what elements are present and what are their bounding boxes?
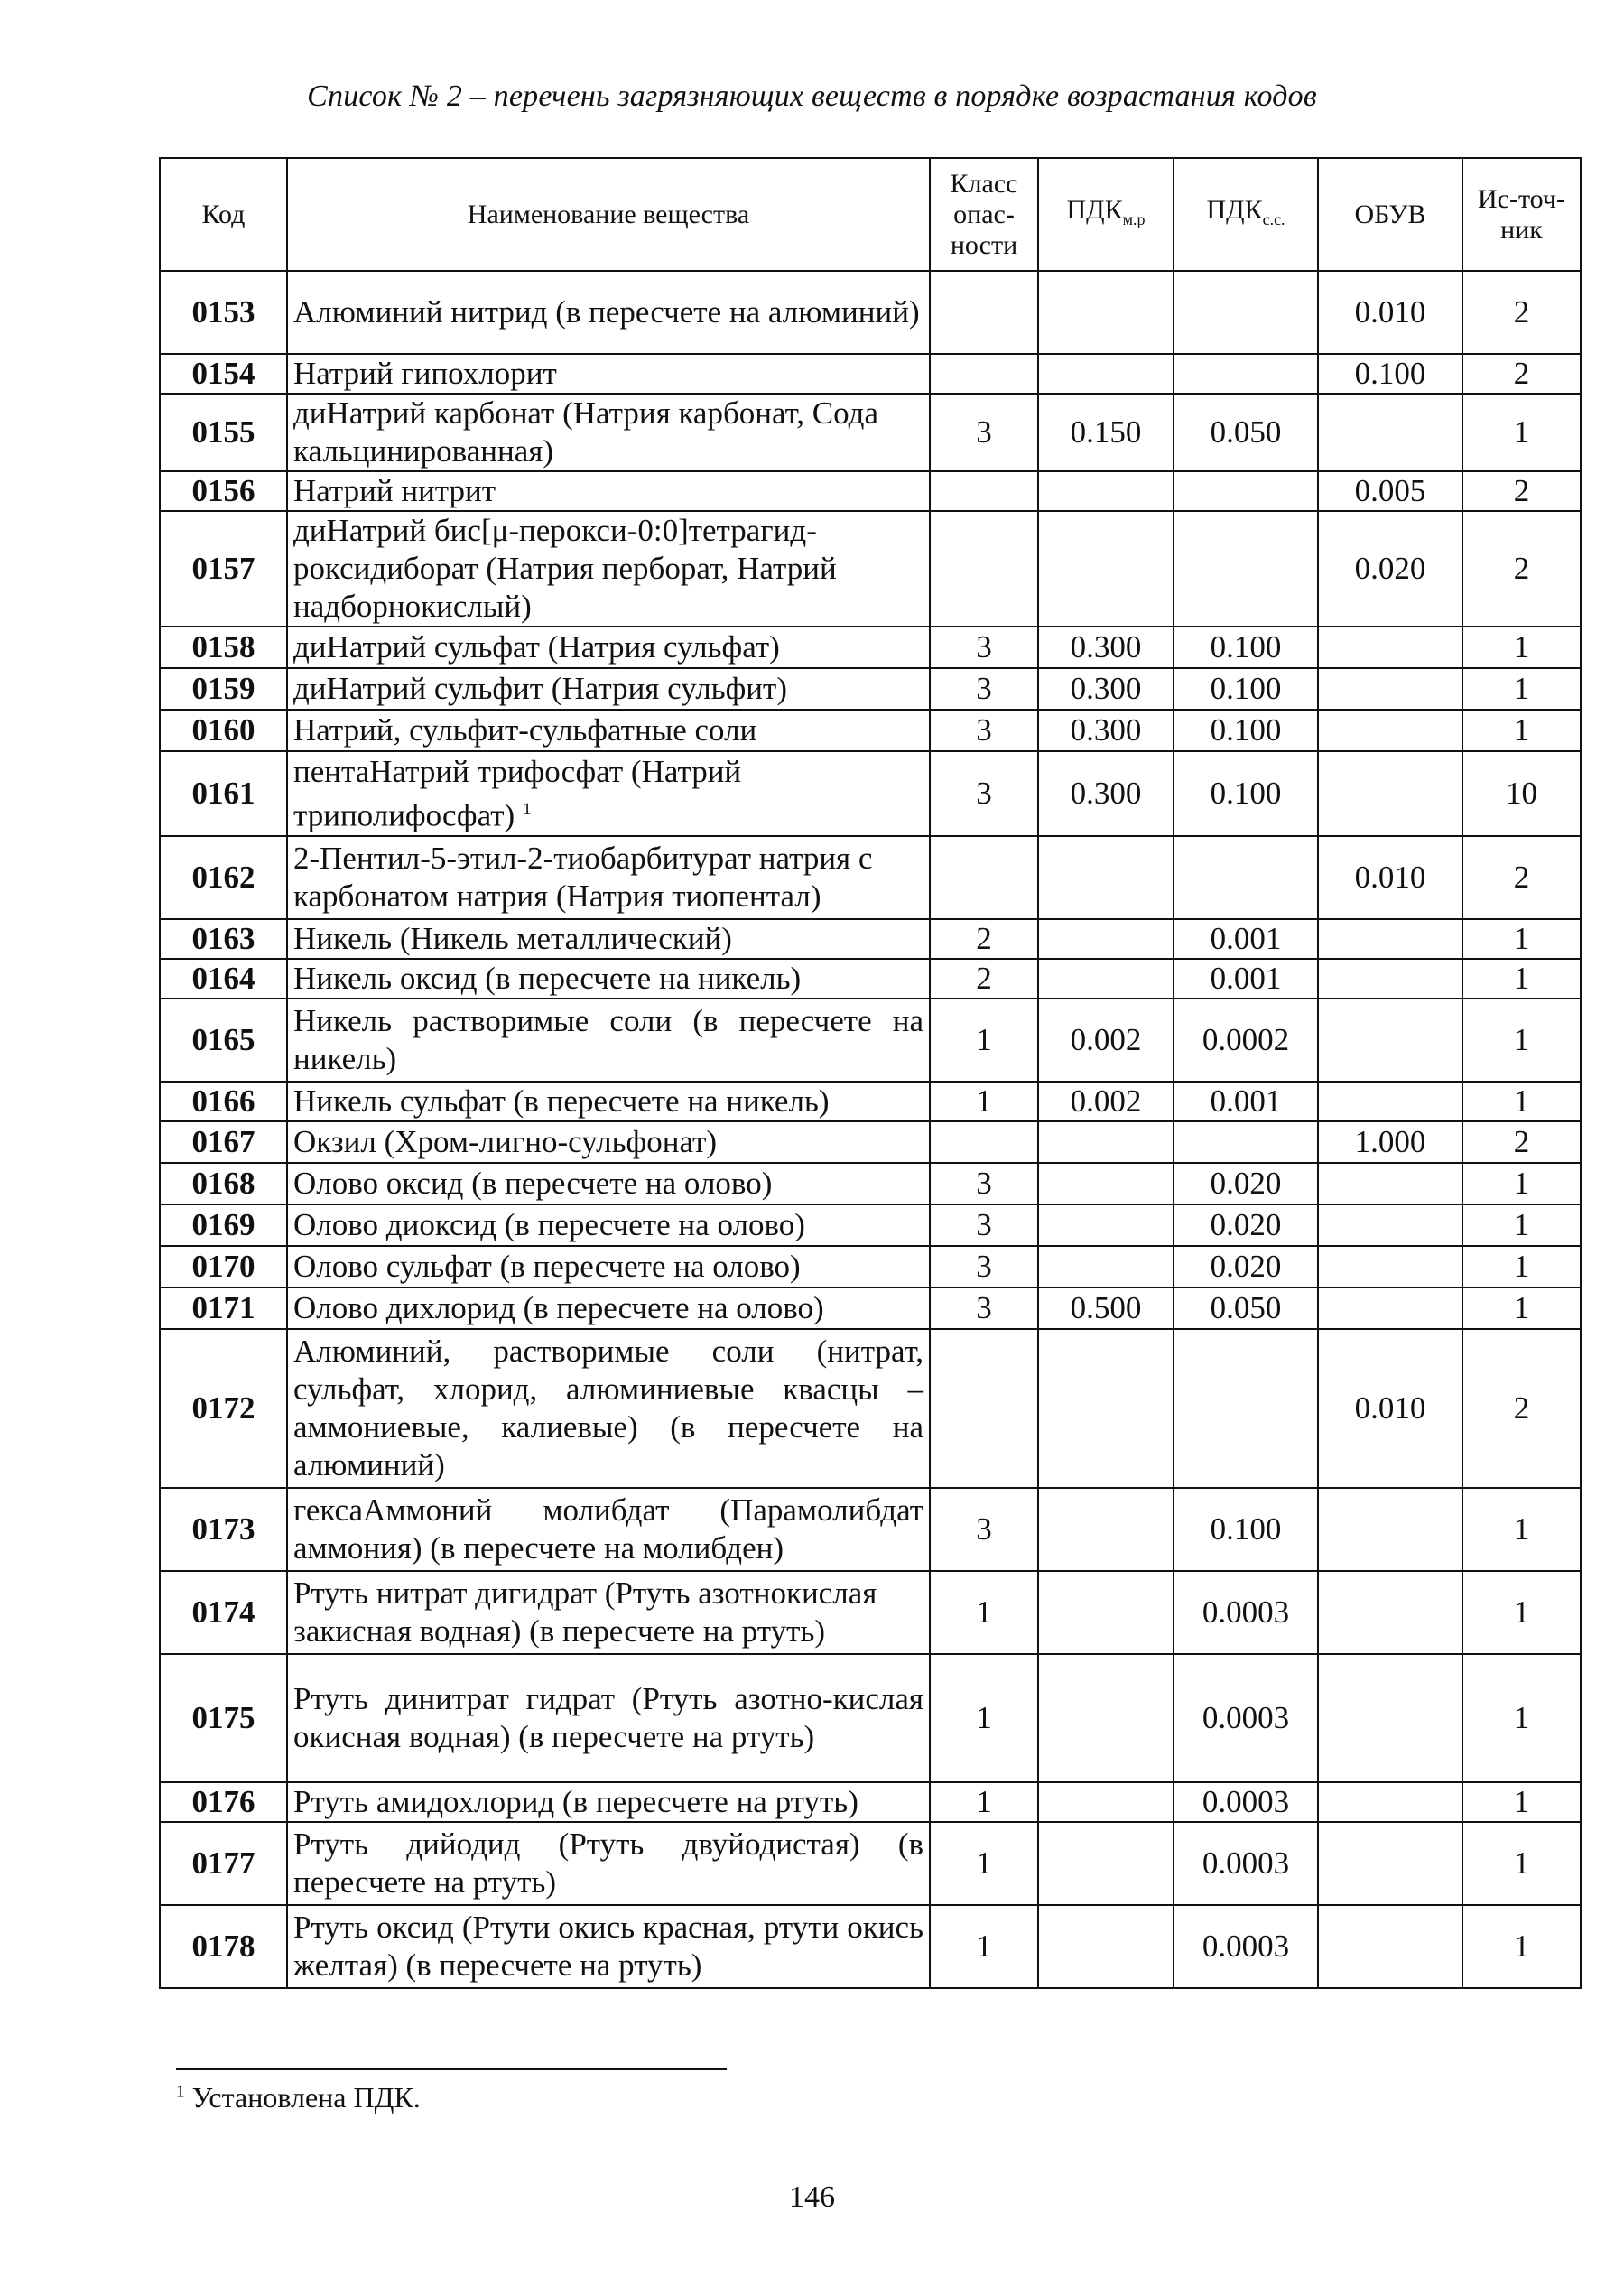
header-pdk-ss-base: ПДК <box>1206 194 1263 225</box>
footnote-text: Установлена ПДК. <box>191 2081 421 2114</box>
cell-name-text: Натрий гипохлорит <box>293 356 557 391</box>
cell-obuv: 0.020 <box>1318 511 1462 627</box>
cell-name-text: 2-Пентил-5-этил-2-тиобарбитурат натрия с карбонатом натрия (Натрия тиопентал) <box>293 841 873 914</box>
cell-code: 0172 <box>160 1329 287 1488</box>
cell-name <box>287 1488 930 1571</box>
cell-pdk-ss: 0.020 <box>1174 1163 1318 1204</box>
cell-name <box>287 1654 930 1782</box>
cell-code: 0170 <box>160 1246 287 1287</box>
cell-hazard-class: 3 <box>930 1488 1038 1571</box>
cell-name <box>287 668 930 710</box>
cell-source: 1 <box>1462 1082 1581 1121</box>
header-pdk-ss <box>1174 158 1318 271</box>
footnote <box>176 2081 421 2114</box>
page-number: 146 <box>789 2180 835 2214</box>
cell-hazard-class <box>930 1329 1038 1488</box>
cell-name-text: Окзил (Хром-лигно-сульфонат) <box>293 1124 718 1159</box>
cell-code: 0164 <box>160 959 287 999</box>
cell-obuv: 1.000 <box>1318 1121 1462 1163</box>
table-row <box>160 1905 1581 1988</box>
cell-name <box>287 1204 930 1246</box>
cell-obuv <box>1318 627 1462 668</box>
cell-pdk-ss: 0.0003 <box>1174 1822 1318 1905</box>
cell-code: 0159 <box>160 668 287 710</box>
cell-pdk-ss <box>1174 1121 1318 1163</box>
cell-pdk-ss: 0.100 <box>1174 1488 1318 1571</box>
table-row <box>160 1782 1581 1822</box>
cell-hazard-class: 1 <box>930 1082 1038 1121</box>
table-row <box>160 668 1581 710</box>
cell-pdk-mr <box>1038 1571 1174 1654</box>
cell-name <box>287 471 930 511</box>
header-pdk-mr-sub: м.р <box>1122 209 1146 228</box>
cell-pdk-mr <box>1038 919 1174 959</box>
cell-pdk-mr <box>1038 511 1174 627</box>
cell-pdk-mr <box>1038 1163 1174 1204</box>
cell-obuv <box>1318 1905 1462 1988</box>
cell-pdk-ss: 0.050 <box>1174 1287 1318 1329</box>
cell-hazard-class <box>930 511 1038 627</box>
cell-code: 0165 <box>160 999 287 1082</box>
cell-code: 0178 <box>160 1905 287 1988</box>
cell-source: 1 <box>1462 627 1581 668</box>
cell-obuv <box>1318 668 1462 710</box>
cell-name-text: Ртуть амидохлорид (в пересчете на ртуть) <box>293 1784 858 1819</box>
cell-pdk-mr <box>1038 1246 1174 1287</box>
cell-pdk-ss: 0.0003 <box>1174 1654 1318 1782</box>
cell-source: 1 <box>1462 1488 1581 1571</box>
cell-name-text: диНатрий сульфит (Натрия сульфит) <box>293 671 787 706</box>
cell-obuv: 0.010 <box>1318 836 1462 919</box>
cell-pdk-ss: 0.001 <box>1174 959 1318 999</box>
cell-source: 1 <box>1462 710 1581 751</box>
cell-pdk-ss: 0.020 <box>1174 1246 1318 1287</box>
cell-name-text: Алюминий, растворимые соли (нитрат, сульфат, хлорид, алюминиевые квасцы – аммониевые, калиевые) (в пересчете на алюминий) <box>293 1334 923 1482</box>
table-header-row <box>160 158 1581 271</box>
table-row <box>160 394 1581 471</box>
table-row <box>160 959 1581 999</box>
cell-name <box>287 1082 930 1121</box>
table-row <box>160 1488 1581 1571</box>
cell-code: 0161 <box>160 751 287 836</box>
cell-pdk-mr <box>1038 471 1174 511</box>
header-pdk-ss-sub: с.с. <box>1262 209 1285 228</box>
table-row <box>160 1571 1581 1654</box>
cell-pdk-mr: 0.150 <box>1038 394 1174 471</box>
cell-name <box>287 710 930 751</box>
cell-code: 0153 <box>160 271 287 354</box>
cell-name <box>287 959 930 999</box>
cell-source: 1 <box>1462 668 1581 710</box>
cell-source: 2 <box>1462 1121 1581 1163</box>
cell-pdk-ss <box>1174 271 1318 354</box>
cell-pdk-mr <box>1038 1488 1174 1571</box>
cell-code: 0174 <box>160 1571 287 1654</box>
cell-source: 10 <box>1462 751 1581 836</box>
cell-code: 0167 <box>160 1121 287 1163</box>
cell-source: 1 <box>1462 1246 1581 1287</box>
cell-obuv <box>1318 1488 1462 1571</box>
table-row <box>160 354 1581 394</box>
cell-code: 0171 <box>160 1287 287 1329</box>
table-row <box>160 1082 1581 1121</box>
cell-pdk-mr <box>1038 1905 1174 1988</box>
cell-name-text: Никель (Никель металлический) <box>293 921 732 956</box>
cell-source: 2 <box>1462 836 1581 919</box>
cell-source: 2 <box>1462 354 1581 394</box>
cell-code: 0156 <box>160 471 287 511</box>
cell-hazard-class <box>930 471 1038 511</box>
cell-pdk-ss: 0.001 <box>1174 1082 1318 1121</box>
cell-hazard-class: 1 <box>930 1654 1038 1782</box>
cell-name <box>287 1571 930 1654</box>
cell-source: 1 <box>1462 1287 1581 1329</box>
table-body <box>160 271 1581 1988</box>
cell-pdk-mr: 0.500 <box>1038 1287 1174 1329</box>
cell-obuv: 0.100 <box>1318 354 1462 394</box>
cell-code: 0160 <box>160 710 287 751</box>
cell-hazard-class: 3 <box>930 1163 1038 1204</box>
cell-hazard-class <box>930 271 1038 354</box>
cell-name-text: Олово оксид (в пересчете на олово) <box>293 1166 773 1201</box>
cell-pdk-ss <box>1174 354 1318 394</box>
cell-hazard-class: 3 <box>930 751 1038 836</box>
cell-obuv: 0.010 <box>1318 1329 1462 1488</box>
cell-source: 2 <box>1462 471 1581 511</box>
table-row <box>160 271 1581 354</box>
header-hazard-class: Класс опас-ности <box>930 158 1038 271</box>
cell-name-text: диНатрий бис[μ-перокси-0:0]тетрагид-роксидиборат (Натрия перборат, Натрий надборнокислый) <box>293 513 837 624</box>
cell-source: 1 <box>1462 1571 1581 1654</box>
cell-hazard-class: 1 <box>930 1782 1038 1822</box>
table-row <box>160 1204 1581 1246</box>
cell-name <box>287 1287 930 1329</box>
cell-code: 0162 <box>160 836 287 919</box>
page-title: Список № 2 – перечень загрязняющих веществ в порядке возрастания кодов <box>307 79 1317 113</box>
cell-hazard-class: 3 <box>930 668 1038 710</box>
cell-pdk-ss: 0.100 <box>1174 627 1318 668</box>
cell-code: 0158 <box>160 627 287 668</box>
table-row <box>160 1287 1581 1329</box>
cell-pdk-mr <box>1038 1654 1174 1782</box>
cell-obuv <box>1318 394 1462 471</box>
cell-obuv <box>1318 1782 1462 1822</box>
cell-name <box>287 1329 930 1488</box>
cell-hazard-class: 3 <box>930 1287 1038 1329</box>
cell-code: 0163 <box>160 919 287 959</box>
cell-pdk-ss <box>1174 1329 1318 1488</box>
cell-hazard-class: 1 <box>930 1822 1038 1905</box>
cell-obuv <box>1318 1654 1462 1782</box>
cell-name-text: Олово диоксид (в пересчете на олово) <box>293 1207 805 1242</box>
cell-name-text: Ртуть динитрат гидрат (Ртуть азотно-кислая окисная водная) (в пересчете на ртуть) <box>293 1681 923 1754</box>
cell-name-text: Олово дихлорид (в пересчете на олово) <box>293 1290 824 1325</box>
cell-pdk-mr <box>1038 959 1174 999</box>
cell-hazard-class <box>930 354 1038 394</box>
cell-pdk-mr: 0.300 <box>1038 627 1174 668</box>
table-row <box>160 1822 1581 1905</box>
table-row <box>160 511 1581 627</box>
cell-code: 0154 <box>160 354 287 394</box>
cell-name-text: Олово сульфат (в пересчете на олово) <box>293 1249 801 1284</box>
cell-pdk-mr: 0.002 <box>1038 1082 1174 1121</box>
cell-name <box>287 1163 930 1204</box>
cell-pdk-mr <box>1038 836 1174 919</box>
cell-pdk-ss: 0.0003 <box>1174 1571 1318 1654</box>
substances-table <box>159 157 1582 1989</box>
cell-name <box>287 1905 930 1988</box>
cell-name-text: Натрий, сульфит-сульфатные соли <box>293 712 757 748</box>
cell-name <box>287 1246 930 1287</box>
cell-name-text: Ртуть оксид (Ртути окись красная, ртути окись желтая) (в пересчете на ртуть) <box>293 1910 923 1983</box>
cell-code: 0175 <box>160 1654 287 1782</box>
cell-source: 2 <box>1462 511 1581 627</box>
cell-name-text: Никель сульфат (в пересчете на никель) <box>293 1083 830 1119</box>
cell-obuv <box>1318 1287 1462 1329</box>
cell-name-text: диНатрий карбонат (Натрия карбонат, Сода кальцинированная) <box>293 395 878 469</box>
table-row <box>160 1121 1581 1163</box>
table-row <box>160 1246 1581 1287</box>
cell-pdk-ss <box>1174 511 1318 627</box>
cell-name-text: Никель растворимые соли (в пересчете на никель) <box>293 1003 923 1076</box>
cell-hazard-class: 3 <box>930 394 1038 471</box>
cell-code: 0155 <box>160 394 287 471</box>
cell-obuv <box>1318 1571 1462 1654</box>
cell-source: 1 <box>1462 919 1581 959</box>
cell-name <box>287 1822 930 1905</box>
cell-name-text: пентаНатрий трифосфат (Натрий триполифосфат) <box>293 753 742 833</box>
cell-source: 1 <box>1462 1204 1581 1246</box>
cell-pdk-mr <box>1038 271 1174 354</box>
cell-obuv: 0.005 <box>1318 471 1462 511</box>
cell-hazard-class: 3 <box>930 627 1038 668</box>
cell-code: 0168 <box>160 1163 287 1204</box>
cell-name-text: Алюминий нитрид (в пересчете на алюминий) <box>293 294 920 330</box>
cell-obuv: 0.010 <box>1318 271 1462 354</box>
cell-hazard-class <box>930 836 1038 919</box>
header-pdk-mr-base: ПДК <box>1066 194 1123 225</box>
cell-source: 1 <box>1462 959 1581 999</box>
cell-code: 0166 <box>160 1082 287 1121</box>
cell-name-text: Ртуть дийодид (Ртуть двуйодистая) (в пересчете на ртуть) <box>293 1826 923 1900</box>
cell-name <box>287 1121 930 1163</box>
cell-code: 0177 <box>160 1822 287 1905</box>
table-row <box>160 1163 1581 1204</box>
cell-hazard-class: 1 <box>930 999 1038 1082</box>
header-pdk-mr <box>1038 158 1174 271</box>
cell-pdk-mr <box>1038 1782 1174 1822</box>
cell-pdk-ss: 0.020 <box>1174 1204 1318 1246</box>
cell-name-text: Никель оксид (в пересчете на никель) <box>293 961 802 996</box>
cell-obuv <box>1318 999 1462 1082</box>
header-name: Наименование вещества <box>287 158 930 271</box>
table-row <box>160 471 1581 511</box>
cell-hazard-class: 3 <box>930 710 1038 751</box>
cell-obuv <box>1318 1246 1462 1287</box>
footnote-mark: 1 <box>176 2082 185 2102</box>
header-code: Код <box>160 158 287 271</box>
cell-obuv <box>1318 1082 1462 1121</box>
footnote-reference: 1 <box>522 799 532 819</box>
cell-hazard-class: 1 <box>930 1571 1038 1654</box>
cell-name <box>287 627 930 668</box>
cell-pdk-ss: 0.0002 <box>1174 999 1318 1082</box>
cell-hazard-class: 3 <box>930 1204 1038 1246</box>
cell-source: 1 <box>1462 1654 1581 1782</box>
cell-obuv <box>1318 751 1462 836</box>
footnote-separator <box>176 2068 727 2070</box>
cell-code: 0169 <box>160 1204 287 1246</box>
cell-code: 0173 <box>160 1488 287 1571</box>
table-row <box>160 627 1581 668</box>
cell-hazard-class: 2 <box>930 919 1038 959</box>
cell-obuv <box>1318 1163 1462 1204</box>
cell-pdk-ss: 0.0003 <box>1174 1905 1318 1988</box>
cell-pdk-ss: 0.100 <box>1174 668 1318 710</box>
header-source: Ис-точ-ник <box>1462 158 1581 271</box>
cell-pdk-mr <box>1038 1329 1174 1488</box>
header-obuv: ОБУВ <box>1318 158 1462 271</box>
cell-name <box>287 394 930 471</box>
table-row <box>160 710 1581 751</box>
table-row <box>160 1329 1581 1488</box>
cell-source: 1 <box>1462 999 1581 1082</box>
cell-pdk-ss <box>1174 836 1318 919</box>
cell-name <box>287 919 930 959</box>
cell-pdk-mr <box>1038 354 1174 394</box>
cell-name <box>287 751 930 836</box>
cell-obuv <box>1318 959 1462 999</box>
table-row <box>160 999 1581 1082</box>
cell-name <box>287 271 930 354</box>
cell-pdk-ss: 0.100 <box>1174 751 1318 836</box>
cell-obuv <box>1318 1822 1462 1905</box>
cell-pdk-ss: 0.100 <box>1174 710 1318 751</box>
cell-hazard-class <box>930 1121 1038 1163</box>
cell-hazard-class: 1 <box>930 1905 1038 1988</box>
cell-obuv <box>1318 710 1462 751</box>
cell-name <box>287 511 930 627</box>
cell-source: 1 <box>1462 394 1581 471</box>
cell-source: 1 <box>1462 1905 1581 1988</box>
cell-source: 1 <box>1462 1822 1581 1905</box>
cell-name <box>287 354 930 394</box>
cell-name-text: Натрий нитрит <box>293 473 496 508</box>
cell-source: 2 <box>1462 271 1581 354</box>
cell-code: 0176 <box>160 1782 287 1822</box>
table-row <box>160 836 1581 919</box>
cell-code: 0157 <box>160 511 287 627</box>
cell-pdk-ss: 0.050 <box>1174 394 1318 471</box>
cell-pdk-mr <box>1038 1204 1174 1246</box>
cell-hazard-class: 2 <box>930 959 1038 999</box>
cell-name-text: Ртуть нитрат дигидрат (Ртуть азотнокислая закисная водная) (в пересчете на ртуть) <box>293 1575 877 1649</box>
table-row <box>160 1654 1581 1782</box>
cell-name <box>287 1782 930 1822</box>
cell-pdk-ss <box>1174 471 1318 511</box>
cell-name-text: гексаАммоний молибдат (Парамолибдат аммония) (в пересчете на молибден) <box>293 1492 923 1566</box>
cell-pdk-mr: 0.300 <box>1038 710 1174 751</box>
cell-source: 1 <box>1462 1163 1581 1204</box>
cell-pdk-ss: 0.001 <box>1174 919 1318 959</box>
table-row <box>160 919 1581 959</box>
cell-pdk-mr <box>1038 1822 1174 1905</box>
cell-pdk-ss: 0.0003 <box>1174 1782 1318 1822</box>
cell-hazard-class: 3 <box>930 1246 1038 1287</box>
cell-obuv <box>1318 1204 1462 1246</box>
cell-obuv <box>1318 919 1462 959</box>
cell-pdk-mr: 0.300 <box>1038 668 1174 710</box>
cell-source: 1 <box>1462 1782 1581 1822</box>
table-row <box>160 751 1581 836</box>
cell-pdk-mr <box>1038 1121 1174 1163</box>
cell-name <box>287 999 930 1082</box>
cell-pdk-mr: 0.002 <box>1038 999 1174 1082</box>
cell-name-text: диНатрий сульфат (Натрия сульфат) <box>293 629 780 665</box>
cell-source: 2 <box>1462 1329 1581 1488</box>
cell-name <box>287 836 930 919</box>
cell-pdk-mr: 0.300 <box>1038 751 1174 836</box>
